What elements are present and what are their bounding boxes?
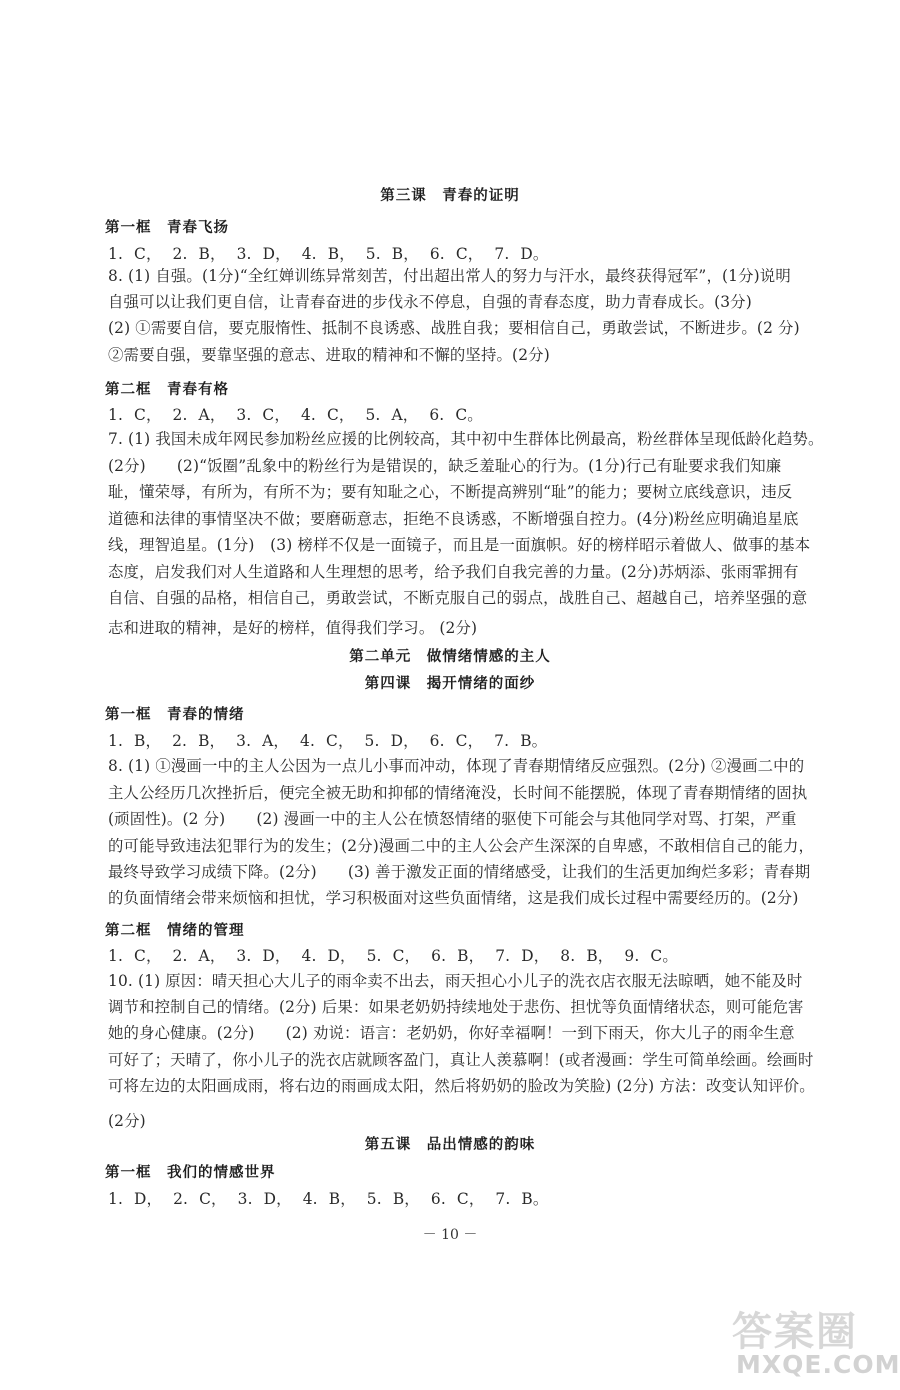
answer-line: 自信、自强的品格，相信自己，勇敢尝试，不断克服自己的弱点，战胜自己、超越自己，培养坚强的意 (108, 589, 808, 607)
answer-line: 最终导致学习成绩下降。(2分) (3) 善于激发正面的情绪感受，让我们的生活更加绚烂多彩；青春期 (108, 863, 811, 881)
watermark (726, 1300, 900, 1382)
answer-line: 调节和控制自己的情绪。(2分) 后果：如果老奶奶持续地处于悲伤、担忧等负面情绪状态，则可能危害 (108, 998, 804, 1016)
lesson-5-section-1-heading: 第一框 我们的情感世界 (105, 1165, 276, 1181)
answer-line: 道德和法律的事情坚决不做；要磨砺意志，拒绝不良诱惑，不断增强自控力。(4分)粉丝应明确追星底 (108, 510, 799, 528)
lesson-4-title: 第四课 揭开情绪的面纱 (364, 676, 536, 692)
answer-line: 志和进取的精神，是好的榜样，值得我们学习。 (2分) (108, 619, 478, 637)
unit-2-title: 第二单元 做情绪情感的主人 (349, 649, 551, 665)
answer-line: 1. C， 2. A， 3. D， 4. D， 5. C， 6. B， 7. D， 8. B， 9. C。 (108, 947, 678, 965)
answer-line: (2) ①需要自信，要克服惰性、抵制不良诱惑、战胜自我；要相信自己，勇敢尝试，不断进步。(2 分) (108, 319, 800, 337)
watermark-logo: 答案圈 (732, 1309, 858, 1355)
answer-line: 可好了；天晴了，你小儿子的洗衣店就顾客盈门，真让人羡慕啊！(或者漫画：学生可简单绘画。绘画时 (108, 1051, 814, 1069)
answer-line: 可将左边的太阳画成雨，将右边的雨画成太阳，然后将奶奶的脸改为笑脸) (2分) 方法：改变认知评价。 (108, 1077, 815, 1095)
answer-line: 7. (1) 我国未成年网民参加粉丝应援的比例较高，其中初中生群体比例最高，粉丝群体呈现低龄化趋势。 (108, 430, 824, 448)
answer-line: 耻，懂荣辱，有所为，有所不为；要有知耻之心，不断提高辨别“耻”的能力；要树立底线意识，违反 (108, 483, 793, 501)
answer-line: 的负面情绪会带来烦恼和担忧，学习积极面对这些负面情绪，这是我们成长过程中需要经历的。(2分) (108, 889, 799, 907)
answer-line: (顽固性)。(2 分) (2) 漫画一中的主人公在愤怒情绪的驱使下可能会与其他同学对骂、打架，严重 (108, 810, 797, 828)
answer-line: 1. B， 2. B， 3. A， 4. C， 5. D， 6. C， 7. B。 (108, 732, 548, 750)
answer-line: 主人公经历几次挫折后，便完全被无助和抑郁的情绪淹没，长时间不能摆脱，体现了青春期情绪的固执 (108, 784, 808, 802)
lesson-3-section-2-heading: 第二框 青春有格 (105, 382, 229, 398)
lesson-4-section-1-heading: 第一框 青春的情绪 (105, 707, 245, 723)
answer-line: 线，理智追星。(1分) (3) 榜样不仅是一面镜子，而且是一面旗帜。好的榜样昭示着做人、做事的基本 (108, 536, 811, 554)
answer-line: 8. (1) ①漫画一中的主人公因为一点儿小事而冲动，体现了青春期情绪反应强烈。(2分) ②漫画二中的 (108, 757, 805, 775)
answer-line: (2分) (108, 1112, 146, 1130)
answer-line: ②需要自强，要靠坚强的意志、进取的精神和不懈的坚持。(2分) (108, 346, 550, 364)
answer-line: 她的身心健康。(2分) (2) 劝说：语言：老奶奶，你好幸福啊！一到下雨天，你大儿子的雨伞生意 (108, 1024, 795, 1042)
lesson-3-section-1-heading: 第一框 青春飞扬 (105, 220, 229, 236)
lesson-3-title: 第三课 青春的证明 (380, 188, 520, 204)
lesson-5-title: 第五课 品出情感的韵味 (364, 1137, 536, 1153)
answer-line: (2分) (2)“饭圈”乱象中的粉丝行为是错误的，缺乏羞耻心的行为。(1分)行己有耻要求我们知廉 (108, 457, 782, 475)
answer-line: 8. (1) 自强。(1分)“全红婵训练异常刻苦，付出超出常人的努力与汗水，最终获得冠军”，(1分)说明 (108, 267, 791, 285)
lesson-4-section-2-heading: 第二框 情绪的管理 (105, 923, 245, 939)
answer-line: 1. C， 2. A， 3. C， 4. C， 5. A， 6. C。 (108, 406, 483, 424)
answer-line: 10. (1) 原因：晴天担心大儿子的雨伞卖不出去，雨天担心小儿子的洗衣店衣服无法晾晒，她不能及时 (108, 972, 803, 990)
answer-line: 的可能导致违法犯罪行为的发生；(2分)漫画二中的主人公会产生深深的自卑感，不敢相信自己的能力， (108, 837, 815, 855)
watermark-url: MXQE.COM (736, 1350, 900, 1379)
page-number: － 10 － (422, 1227, 478, 1243)
answer-line: 1. D， 2. C， 3. D， 4. B， 5. B， 6. C， 7. B。 (108, 1190, 549, 1208)
answer-line: 自强可以让我们更自信，让青春奋进的步伐永不停息，自强的青春态度，助力青春成长。(3分) (108, 293, 752, 311)
answer-line: 1. C， 2. B， 3. D， 4. B， 5. B， 6. C， 7. D。 (108, 245, 549, 263)
answer-line: 态度，启发我们对人生道路和人生理想的思考，给予我们自我完善的力量。(2分)苏炳添、张雨霏拥有 (108, 563, 799, 581)
